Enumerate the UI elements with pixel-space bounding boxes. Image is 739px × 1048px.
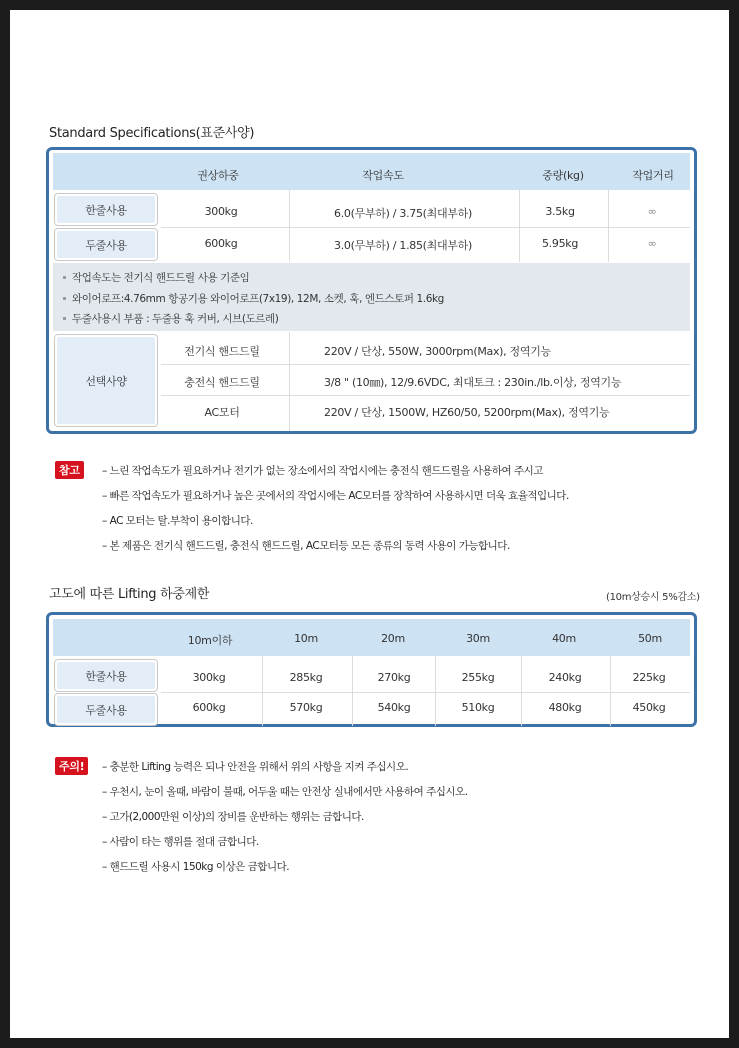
caution-line: – 고가(2,000만원 이상)의 장비를 운반하는 행위는 금합니다. bbox=[102, 811, 364, 823]
header-alt: 50m bbox=[638, 632, 662, 645]
divider bbox=[435, 656, 436, 726]
header-alt: 10m이하 bbox=[187, 634, 233, 647]
divider bbox=[519, 190, 520, 262]
single-distance: ∞ bbox=[647, 205, 657, 218]
spec-table-header bbox=[53, 153, 690, 190]
reference-line: – 빠른 작업속도가 필요하거나 높은 곳에서의 작업시에는 AC모터를 장착하여 사용하시면 더욱 효율적입니다. bbox=[102, 490, 569, 502]
option-spec: 220V / 단상, 1500W, HZ60/50, 5200rpm(Max), 정역기능 bbox=[324, 406, 610, 419]
lift-value: 255kg bbox=[461, 671, 495, 684]
option-name: 전기식 핸드드릴 bbox=[184, 345, 260, 358]
divider bbox=[161, 692, 690, 693]
double-weight: 5.95kg bbox=[541, 237, 579, 250]
divider bbox=[161, 395, 690, 396]
single-weight: 3.5kg bbox=[545, 205, 575, 218]
reference-line: – 본 제품은 전기식 핸드드릴, 충전식 핸드드릴, AC모터등 모든 종류의 동력 사용이 가능합니다. bbox=[102, 540, 510, 552]
lift-value: 600kg bbox=[192, 701, 226, 714]
single-load: 300kg bbox=[204, 205, 238, 218]
lifting-table bbox=[46, 612, 697, 727]
lift-value: 240kg bbox=[548, 671, 582, 684]
caution-line: – 충분한 Lifting 능력은 되나 안전을 위해서 위의 사항을 지켜 주십시오. bbox=[102, 761, 409, 773]
option-name: AC모터 bbox=[204, 406, 240, 419]
header-alt: 30m bbox=[466, 632, 490, 645]
row-label-double: 두줄사용 bbox=[54, 228, 158, 261]
lift-value: 225kg bbox=[632, 671, 666, 684]
row-label-double: 두줄사용 bbox=[54, 693, 158, 726]
document-page bbox=[10, 10, 729, 1038]
divider bbox=[289, 332, 290, 431]
double-speed: 3.0(무부하) / 1.85(최대부하) bbox=[334, 239, 472, 252]
option-name: 충전식 핸드드릴 bbox=[184, 376, 260, 389]
option-spec: 220V / 단상, 550W, 3000rpm(Max), 정역기능 bbox=[324, 345, 551, 358]
lift-value: 270kg bbox=[377, 671, 411, 684]
divider bbox=[521, 656, 522, 726]
double-distance: ∞ bbox=[647, 237, 657, 250]
header-alt: 20m bbox=[381, 632, 405, 645]
spec-notes bbox=[53, 263, 690, 331]
lift-value: 285kg bbox=[289, 671, 323, 684]
header-weight: 중량(kg) bbox=[542, 169, 584, 182]
reference-line: – 느린 작업속도가 필요하거나 전기가 없는 장소에서의 작업시에는 충전식 핸드드릴을 사용하여 주시고 bbox=[102, 465, 543, 477]
spec-note: 와이어로프:4.76mm 항공기용 와이어로프(7x19), 12M, 소켓, 훅, 엔드스토퍼 1.6kg bbox=[63, 291, 444, 306]
lifting-section-note: (10m상승시 5%감소) bbox=[606, 592, 700, 603]
divider bbox=[262, 656, 263, 726]
options-label: 선택사양 bbox=[54, 334, 158, 427]
spec-note: 작업속도는 전기식 핸드드릴 사용 기준임 bbox=[63, 270, 249, 285]
lift-value: 300kg bbox=[192, 671, 226, 684]
double-load: 600kg bbox=[204, 237, 238, 250]
single-speed: 6.0(무부하) / 3.75(최대부하) bbox=[334, 207, 472, 220]
header-speed: 작업속도 bbox=[362, 169, 404, 182]
reference-badge: 참고 bbox=[55, 461, 84, 479]
lifting-table-header bbox=[53, 619, 690, 656]
row-label-single: 한줄사용 bbox=[54, 659, 158, 692]
header-load: 권상하중 bbox=[197, 169, 239, 182]
divider bbox=[161, 364, 690, 365]
caution-badge: 주의! bbox=[55, 757, 88, 775]
caution-line: – 사람이 타는 행위를 절대 금합니다. bbox=[102, 836, 259, 848]
lifting-section-title: 고도에 따른 Lifting 하중제한 bbox=[49, 587, 210, 602]
divider bbox=[289, 190, 290, 262]
lift-value: 540kg bbox=[377, 701, 411, 714]
row-label-single: 한줄사용 bbox=[54, 193, 158, 226]
header-alt: 10m bbox=[294, 632, 318, 645]
divider bbox=[608, 190, 609, 262]
header-alt: 40m bbox=[552, 632, 576, 645]
reference-line: – AC 모터는 탈.부착이 용이합니다. bbox=[102, 515, 253, 527]
header-distance: 작업거리 bbox=[632, 169, 674, 182]
caution-line: – 우천시, 눈이 올때, 바람이 불때, 어두울 때는 안전상 실내에서만 사용하여 주십시오. bbox=[102, 786, 468, 798]
lift-value: 480kg bbox=[548, 701, 582, 714]
spec-table bbox=[46, 147, 697, 434]
caution-line: – 핸드드릴 사용시 150kg 이상은 금합니다. bbox=[102, 861, 290, 873]
spec-note: 두줄사용시 부품 : 두줄용 훅 커버, 시브(도르레) bbox=[63, 311, 278, 326]
spec-section-title: Standard Specifications(표준사양) bbox=[49, 126, 255, 141]
option-spec: 3/8 " (10㎜), 12/9.6VDC, 최대토크 : 230in./lb.이상, 정역기능 bbox=[324, 376, 622, 389]
lift-value: 450kg bbox=[632, 701, 666, 714]
lift-value: 510kg bbox=[461, 701, 495, 714]
divider bbox=[352, 656, 353, 726]
divider bbox=[610, 656, 611, 726]
lift-value: 570kg bbox=[289, 701, 323, 714]
divider bbox=[161, 227, 690, 228]
